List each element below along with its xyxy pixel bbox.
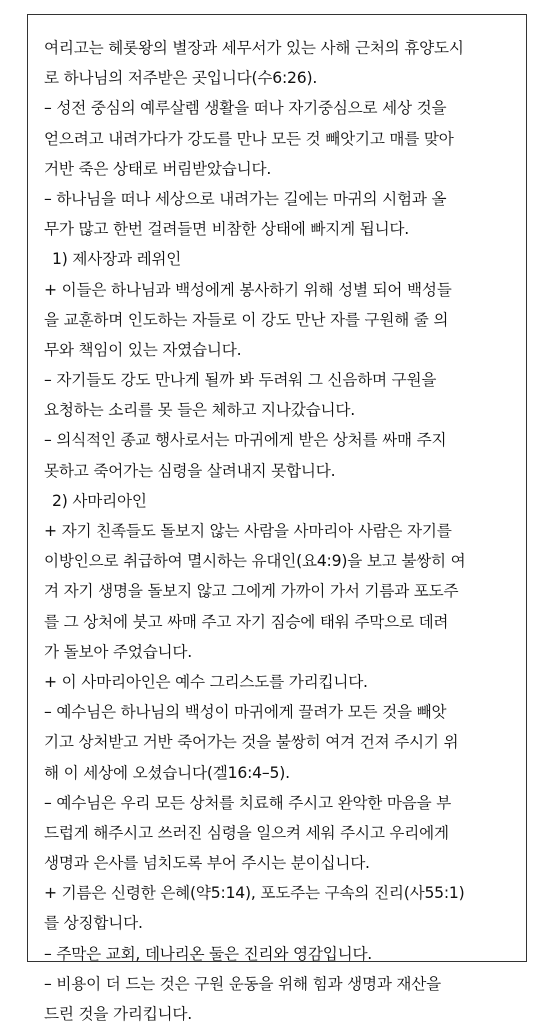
text-line: 를 그 상처에 붓고 싸매 주고 자기 짐승에 태워 주막으로 데려: [44, 612, 449, 631]
document-frame: [27, 14, 527, 1023]
text-line: 기고 상처받고 거반 죽어가는 것을 불쌍히 여겨 건져 주시기 위: [44, 733, 459, 752]
text-line: 못하고 죽어가는 심령을 살려내지 못합니다.: [44, 461, 336, 480]
text-line: 로 하나님의 저주받은 곳입니다(수6:26).: [44, 69, 318, 88]
text-line: + 기름은 신령한 은혜(약5:14), 포도주는 구속의 진리(사55:1): [44, 884, 465, 903]
section-heading: 1) 제사장과 레위인: [52, 250, 182, 269]
text-line: 을 교훈하며 인도하는 자들로 이 강도 만난 자를 구원해 줄 의: [44, 310, 449, 329]
text-line: + 이들은 하나님과 백성에게 봉사하기 위해 성별 되어 백성들: [44, 280, 452, 299]
text-line: 거반 죽은 상태로 버림받았습니다.: [44, 159, 272, 178]
text-line: 이방인으로 취급하여 멸시하는 유대인(요4:9)을 보고 불쌍히 여: [44, 552, 466, 571]
text-line: 드린 것을 가리킵니다.: [44, 1005, 193, 1023]
text-line: 여리고는 헤롯왕의 별장과 세무서가 있는 사해 근처의 휴양도시: [44, 39, 464, 57]
text-line: 를 상징합니다.: [44, 914, 143, 933]
text-line: 겨 자기 생명을 돌보지 않고 그에게 가까이 가서 기름과 포도주: [44, 582, 459, 601]
text-line: – 주막은 교회, 데나리온 둘은 진리와 영감입니다.: [44, 944, 373, 963]
text-line: + 이 사마리아인은 예수 그리스도를 가리킵니다.: [44, 672, 368, 691]
text-line: – 의식적인 종교 행사로서는 마귀에게 받은 상처를 싸매 주지: [44, 431, 447, 450]
text-line: – 성전 중심의 예루살렘 생활을 떠나 자기중심으로 세상 것을: [44, 99, 447, 118]
text-line: 무와 책임이 있는 자였습니다.: [44, 340, 242, 359]
text-line: – 비용이 더 드는 것은 구원 운동을 위해 힘과 생명과 재산을: [44, 974, 442, 993]
text-line: 무가 많고 한번 걸려들면 비참한 상태에 빠지게 됩니다.: [44, 220, 410, 239]
text-line: – 예수님은 하나님의 백성이 마귀에게 끌려가 모든 것을 빼앗: [44, 703, 447, 722]
section-heading: 2) 사마리아인: [52, 491, 147, 510]
text-line: 가 돌보아 주었습니다.: [44, 642, 193, 661]
text-line: 생명과 은사를 넘치도록 부어 주시는 분이십니다.: [44, 854, 370, 873]
text-line: + 자기 친족들도 돌보지 않는 사람을 사마리아 사람은 자기를: [44, 522, 452, 540]
text-line: 해 이 세상에 오셨습니다(겔16:4–5).: [44, 763, 290, 782]
text-line: – 예수님은 우리 모든 상처를 치료해 주시고 완악한 마음을 부: [44, 793, 452, 812]
text-line: – 자기들도 강도 만나게 될까 봐 두려워 그 신음하며 구원을: [44, 371, 437, 390]
text-line: 얻으려고 내려가다가 강도를 만나 모든 것 빼앗기고 매를 맞아: [44, 129, 454, 148]
text-line: – 하나님을 떠나 세상으로 내려가는 길에는 마귀의 시험과 올: [44, 189, 447, 208]
text-line: 요청하는 소리를 못 들은 체하고 지나갔습니다.: [44, 401, 355, 420]
text-line: 드럽게 해주시고 쓰러진 심령을 일으켜 세워 주시고 우리에게: [44, 823, 449, 842]
